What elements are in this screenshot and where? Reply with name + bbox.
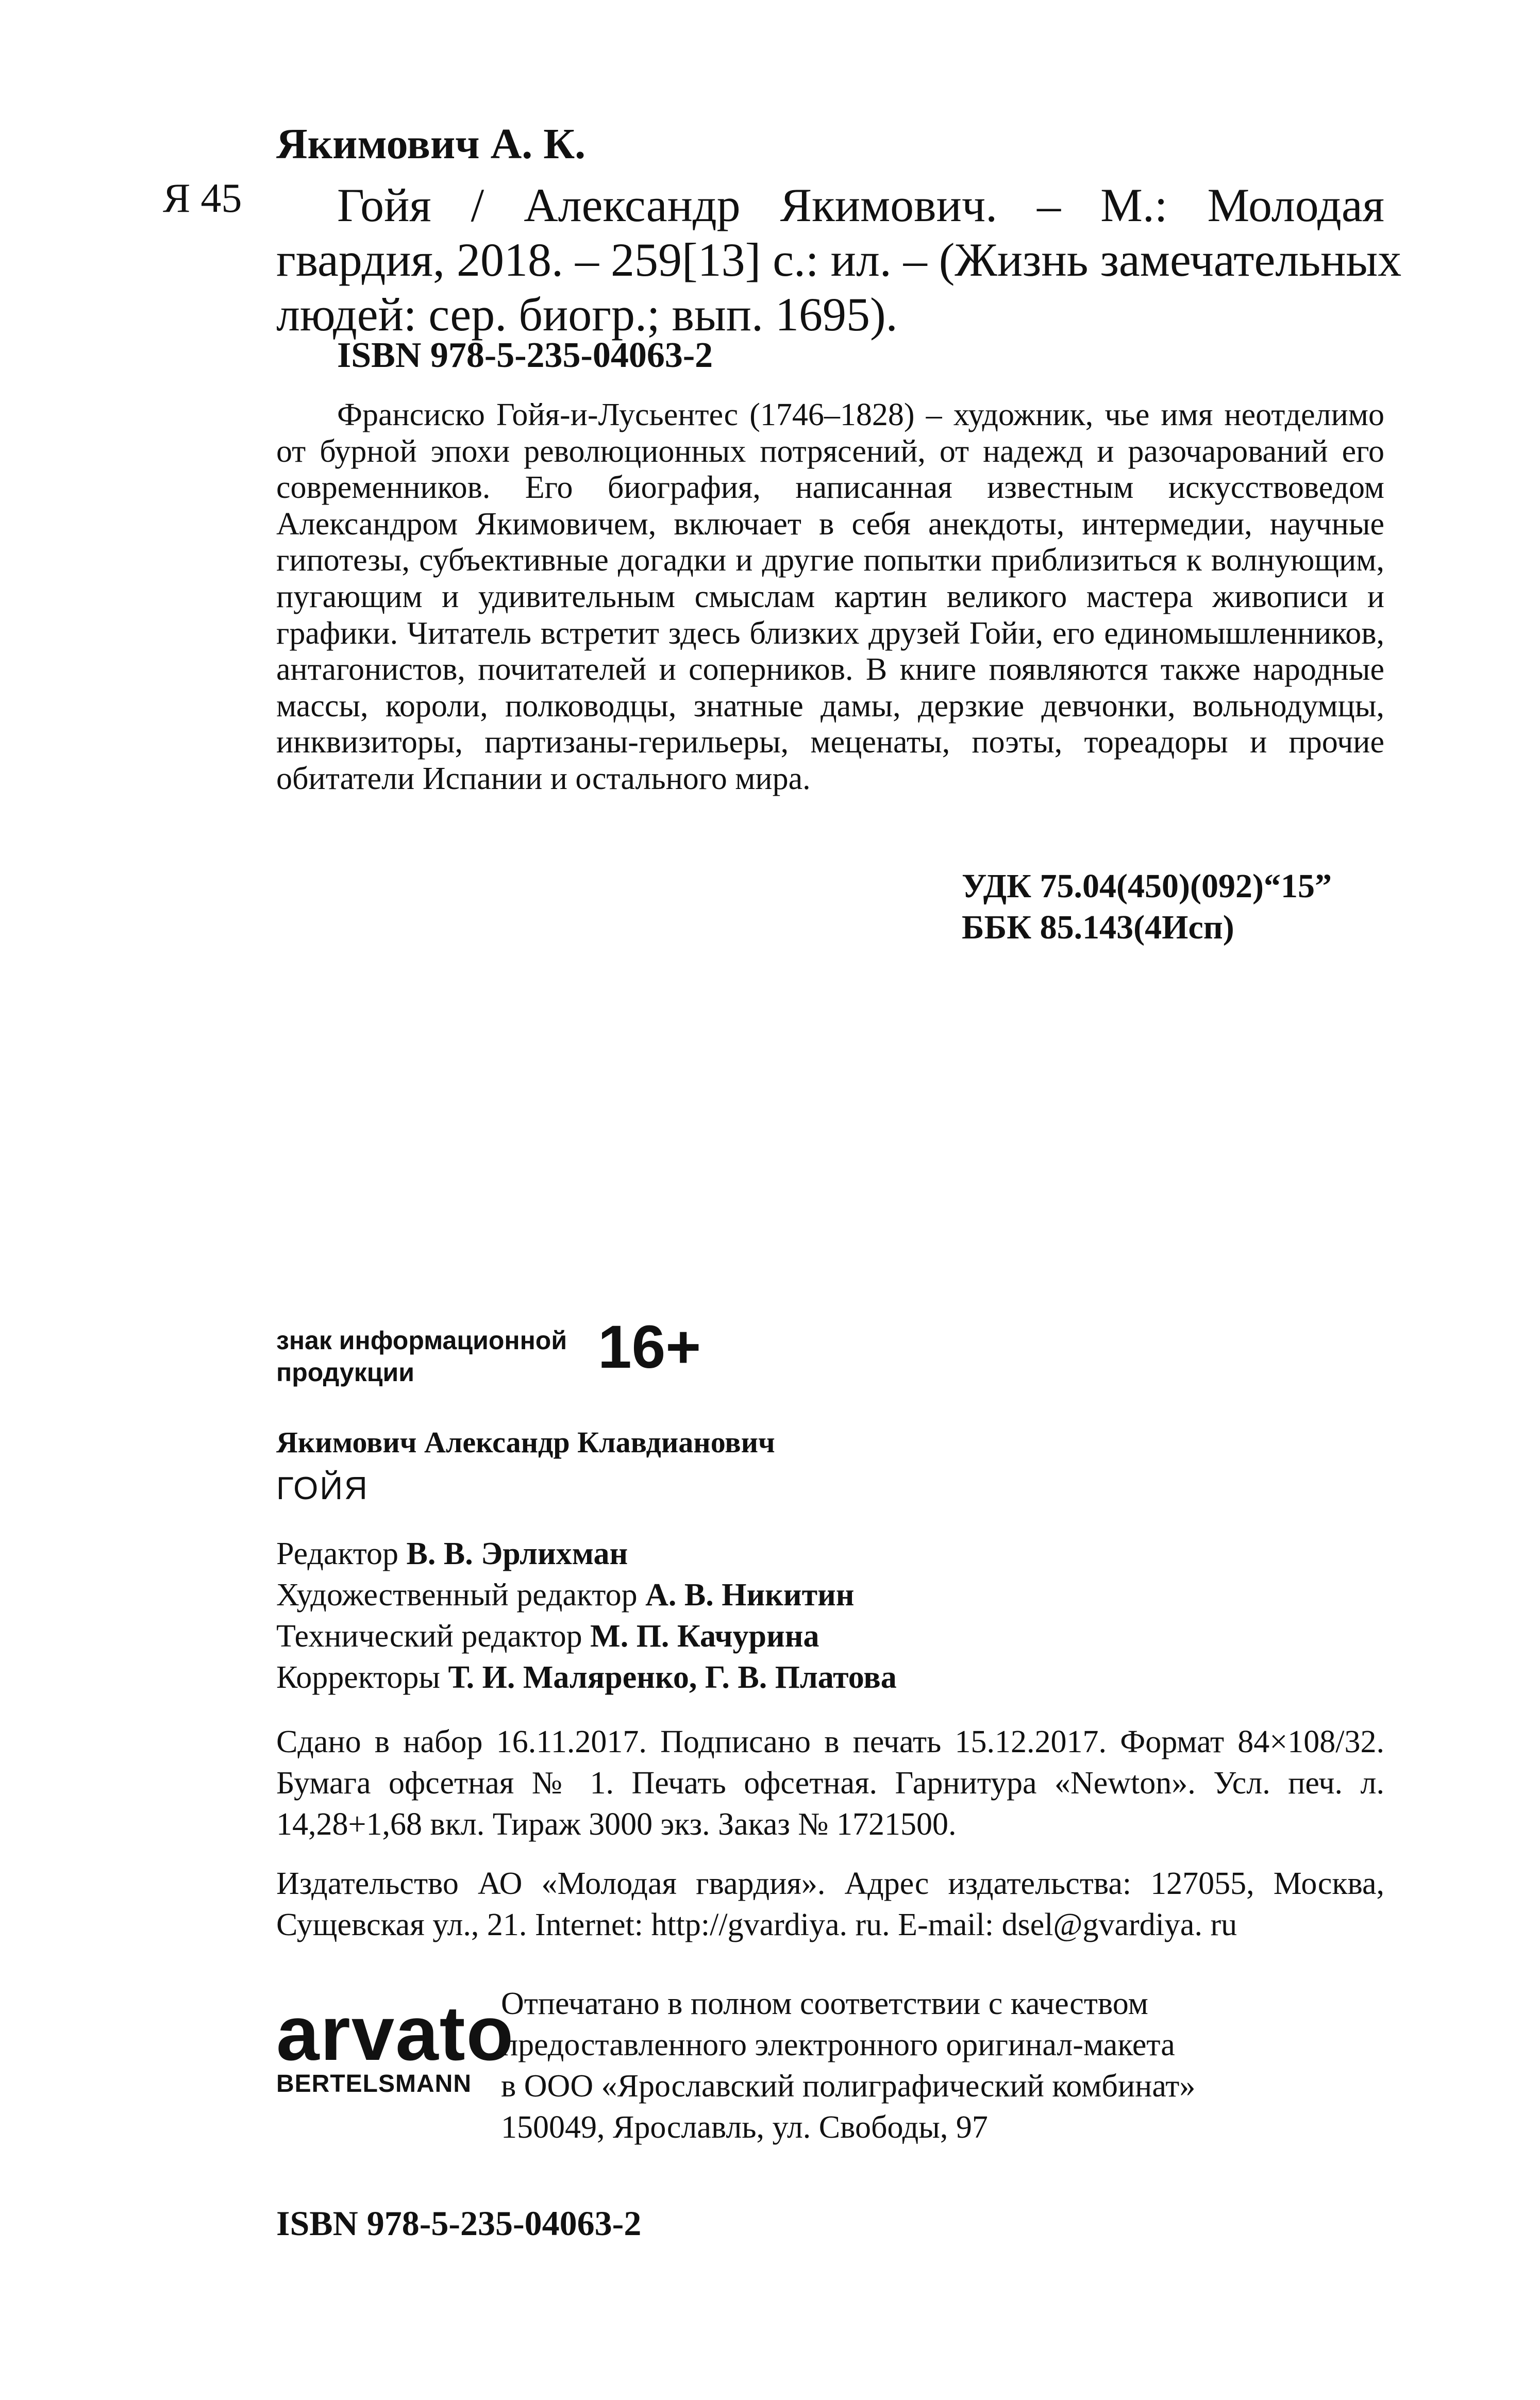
author-heading: Якимович А. К. — [276, 120, 586, 168]
staff-row — [276, 1533, 897, 1574]
bbk-code: ББК 85.143(4Исп) — [962, 909, 1234, 946]
staff-role: Корректоры — [276, 1660, 441, 1695]
colophon-author: Якимович Александр Клавдианович — [276, 1425, 775, 1459]
staff-names: А. В. Никитин — [645, 1577, 855, 1613]
printer-line: Отпечатано в полном соответствии с качеством — [501, 1986, 1148, 2021]
isbn-top: ISBN 978-5-235-04063-2 — [337, 335, 713, 375]
age-rating-label-line1: знак информационной — [276, 1326, 567, 1355]
printer-info — [501, 1983, 1195, 2148]
staff-row — [276, 1657, 897, 1698]
annotation: Франсиско Гойя-и-Лусьентес (1746–1828) – художник, чье имя неотделимо от бурной эпохи революционных потрясений, от надежд и разочарований его современников. Его биография, написанная известным искусствоведом Александром Якимовичем, включает в себя анекдоты, интермедии, научные гипотезы, субъективные догадки и другие попытки приблизиться к волнующим, пугающим и удивительным смыслам картин великого мастера живописи и графики. Читатель встретит здесь близких друзей Гойи, его единомышленников, антагонистов, почитателей и соперников. В книге появляются также народные массы, короли, полководцы, знатные дамы, дерзкие девчонки, вольнодумцы, инквизиторы, партизаны-герильеры, меценаты, поэты, тореадоры и прочие обитатели Испании и остального мира. — [276, 397, 1384, 796]
staff-role: Редактор — [276, 1536, 399, 1571]
publisher-info: Издательство АО «Молодая гвардия». Адрес издательства: 127055, Москва, Сущевская ул., 21. Internet: http://gvardiya. ru. E-mail: dsel@gvardiya. ru — [276, 1866, 1384, 1942]
age-rating-label-line2: продукции — [276, 1358, 415, 1387]
record-line-2: гвардия, 2018. – 259[13] с.: ил. – (Жизнь замечательных — [276, 233, 1402, 286]
staff-names: В. В. Эрлихман — [406, 1536, 628, 1571]
logo-word: arvato — [276, 1990, 515, 2076]
printer-line: в ООО «Ярославский полиграфический комбинат» — [501, 2069, 1196, 2104]
printer-line: предоставленного электронного оригинал-макета — [501, 2027, 1175, 2062]
staff-row — [276, 1574, 897, 1616]
catalog-code: Я 45 — [163, 176, 242, 221]
isbn-bottom: ISBN 978-5-235-04063-2 — [276, 2204, 642, 2243]
staff-names: М. П. Качурина — [590, 1619, 819, 1654]
udc-code: УДК 75.04(450)(092)“15” — [962, 867, 1332, 905]
record-line-3: людей: сер. биогр.; вып. 1695). — [276, 288, 898, 341]
arvato-bertelsmann-logo — [276, 1990, 515, 2099]
age-rating-label — [276, 1324, 567, 1388]
age-rating-value: 16+ — [598, 1313, 701, 1381]
staff-names: Т. И. Маляренко, Г. В. Платова — [448, 1660, 897, 1695]
bibliographic-record — [276, 178, 1402, 342]
classification-codes — [962, 866, 1332, 948]
print-data: Сдано в набор 16.11.2017. Подписано в печать 15.12.2017. Формат 84×108/32. Бумага офсетная № 1. Печать офсетная. Гарнитура «Newton». Усл. печ. л. 14,28+1,68 вкл. Тираж 3000 экз. Заказ № 1721500. — [276, 1724, 1384, 1842]
staff-role: Художественный редактор — [276, 1577, 638, 1613]
staff-role: Технический редактор — [276, 1619, 582, 1654]
printer-line: 150049, Ярославль, ул. Свободы, 97 — [501, 2110, 988, 2145]
staff-list — [276, 1533, 897, 1698]
record-line-1: Гойя / Александр Якимович. – М.: Молодая — [337, 179, 1384, 231]
logo-subtitle: BERTELSMANN — [276, 2070, 472, 2097]
staff-row — [276, 1616, 897, 1657]
colophon-title: ГОЙЯ — [276, 1471, 369, 1506]
